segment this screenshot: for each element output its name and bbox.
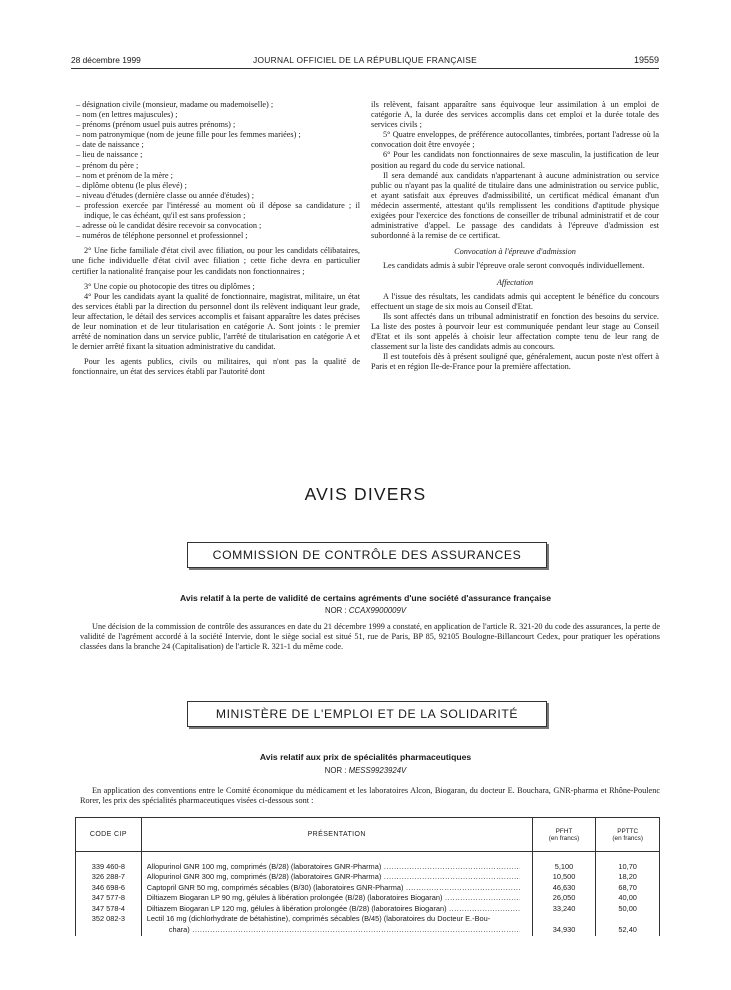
- header-presentation: PRÉSENTATION: [141, 818, 532, 852]
- list-item: – adresse où le candidat désire recevoir sa convocation ;: [76, 221, 262, 231]
- header-ppttc: [596, 818, 660, 852]
- cell-ppttc: 10,70: [596, 862, 660, 873]
- table-row: [76, 904, 660, 915]
- left-column: [72, 100, 360, 377]
- header-pfht-unit: (en francs): [548, 834, 580, 842]
- paragraph: Pour les agents publics, civils ou militaires, qui n'ont pas la qualité de fonctionnaire, un état des services établi par l'autorité dont: [72, 357, 360, 377]
- table-row: [76, 862, 660, 873]
- nor-code: MESS9923924V: [348, 766, 407, 775]
- paragraph: 6° Pour les candidats non fonctionnaires de sexe masculin, la justification de leur position au regard du code du service national.: [371, 150, 659, 170]
- cell-ppttc: 68,70: [596, 883, 660, 894]
- list-item: – nom et prénom de la mère ;: [76, 170, 173, 180]
- avis-divers-title: AVIS DIVERS: [304, 484, 427, 504]
- list-item: – diplôme obtenu (le plus élevé) ;: [76, 180, 187, 190]
- cell-pfht: 34,930: [532, 914, 596, 935]
- cell-ppttc: 18,20: [596, 872, 660, 883]
- cell-pfht: 10,500: [532, 872, 596, 883]
- nor-reference: [0, 766, 731, 775]
- cell-cip: 326 288-7: [76, 872, 142, 883]
- cell-presentation: Allopurinol GNR 100 mg, comprimés (B/28) (laboratoires GNR-Pharma) .....: [141, 862, 532, 873]
- cell-presentation: Lectil 16 mg (dichlorhydrate de bétahistine), comprimés sécables (B/45) (laboratoires du Docteur E.-Bou- chara) .....: [141, 914, 532, 935]
- list-item: – profession exercée par l'intéressé au moment où il dépose sa candidature ; il indique, le cas échéant, qu'il est sans profession ;: [76, 200, 360, 221]
- header-pfht-label: PFHT: [555, 827, 573, 835]
- list-item: – prénoms (prénom usuel puis autres prénoms) ;: [76, 120, 236, 130]
- nor-reference: [0, 606, 731, 615]
- cell-presentation: Allopurinol GNR 300 mg, comprimés (B/28) (laboratoires GNR-Pharma) .....: [141, 872, 532, 883]
- list-item: – nom (en lettres majuscules) ;: [76, 110, 178, 120]
- price-table: [75, 817, 660, 936]
- table-row: [76, 893, 660, 904]
- nor-label: NOR :: [324, 766, 347, 775]
- table-row: [76, 883, 660, 894]
- paragraph: 5° Quatre enveloppes, de préférence autocollantes, timbrées, portant l'adresse où la convocation doit être envoyée ;: [371, 130, 659, 150]
- notice-title: Avis relatif aux prix de spécialités pharmaceutiques: [259, 752, 472, 762]
- header-code-cip: CODE CIP: [76, 818, 142, 852]
- notice-body: Une décision de la commission de contrôle des assurances en date du 21 décembre 1999 a constaté, en application de l'article R. 321-20 du code des assurances, la perte de validité de l'agrément accordé à la société Intervie, dont le siège social est situé 51, rue de Paris, BP 85, 92105 Boulogne-Billancourt Cedex, pour pratiquer les opérations classées dans la branche 24 (Capitalisation) de l'article R. 321-1 du même code.: [80, 622, 660, 652]
- header-pfht: [532, 818, 596, 852]
- paragraph: Les candidats admis à subir l'épreuve orale seront convoqués individuellement.: [383, 261, 645, 271]
- cell-pfht: 33,240: [532, 904, 596, 915]
- paragraph: 4° Pour les candidats ayant la qualité de fonctionnaire, magistrat, militaire, un état des services établi par la direction du personnel dont ils relèvent indiquant leur grade, leur affectation, le détail des services accomplis et faisant apparaître les dates précises de leur nomination et de leur titularisation en catégorie A. Sont joints : le premier arrêté de nomination dans un service public, l'arrêté de titularisation en catégorie A et le dernier arrêté fixant la situation administrative du candidat.: [72, 291, 360, 352]
- list-item: – niveau d'études (dernière classe ou année d'études) ;: [76, 190, 254, 200]
- cell-presentation: Captopril GNR 50 mg, comprimés sécables (B/30) (laboratoires GNR-Pharma) .....: [141, 883, 532, 894]
- paragraph: Ils sont affectés dans un tribunal administratif en fonction des besoins du service. La liste des postes à pourvoir leur est communiquée pendant leur stage au Conseil d'Etat et ils sont appelés à choisir leur affectation compte tenu de leur rang de classement sur la liste des candidats admis au concours.: [371, 311, 659, 352]
- cell-ppttc: 50,00: [596, 904, 660, 915]
- cell-cip: 347 577-8: [76, 893, 142, 904]
- header-ppttc-label: PPTTC: [617, 827, 639, 835]
- subheading-convocation: Convocation à l'épreuve d'admission: [454, 247, 576, 257]
- right-column: [371, 100, 659, 372]
- paragraph: ils relèvent, faisant apparaître sans équivoque leur assimilation à un emploi de catégorie A, la durée des services accomplis dans cet emploi et la durée totale des services civils ;: [371, 100, 659, 130]
- cell-ppttc: 52,40: [596, 914, 660, 935]
- section-box-title: MINISTÈRE DE L'EMPLOI ET DE LA SOLIDARITÉ: [215, 707, 519, 721]
- header-date: 28 décembre 1999: [71, 55, 141, 65]
- list-item: – prénom du père ;: [76, 160, 139, 170]
- list-item: – numéros de téléphone personnel et professionnel ;: [76, 231, 248, 241]
- paragraph: Il sera demandé aux candidats n'appartenant à aucune administration ou service public ou n'ayant pas la qualité de titulaire dans une administration ou service public, et ayant satisfait aux épreuves d'admissibilité, un certificat médical émanant d'un médecin assermenté, attestant qu'ils remplissent les conditions d'aptitude physique exigées pour l'exercice des fonctions de conseiller de tribunal administratif et de cour administrative d'appel. Le passage des candidats à l'épreuve d'admission est subordonné à la remise de ce certificat.: [371, 170, 659, 241]
- header-rule: [71, 68, 659, 69]
- cell-cip: 347 578-4: [76, 904, 142, 915]
- table-row: [76, 914, 660, 935]
- candidate-info-list: [72, 100, 360, 241]
- header-ppttc-unit: (en francs): [612, 834, 643, 842]
- section-box-assurances: [187, 542, 547, 568]
- paragraph: A l'issue des résultats, les candidats admis qui acceptent le bénéfice du concours effectuent un stage de six mois au Conseil d'Etat.: [371, 291, 659, 311]
- paragraph: 3° Une copie ou photocopie des titres ou diplômes ;: [84, 281, 255, 291]
- section-box-ministere: [187, 701, 547, 727]
- cell-cip: 339 460-8: [76, 862, 142, 873]
- cell-cip: 346 698-6: [76, 883, 142, 894]
- list-item: – date de naissance ;: [76, 140, 144, 150]
- list-item: – désignation civile (monsieur, madame ou mademoiselle) ;: [76, 100, 274, 109]
- notice-body: En application des conventions entre le Comité économique du médicament et les laboratoires Alcon, Biogaran, du docteur E. Bouchara, GNR-pharma et Rhône-Poulenc Rorer, les prix des spécialités pharmaceutiques visées ci-dessous sont :: [80, 786, 660, 806]
- paragraph: 2° Une fiche familiale d'état civil avec filiation, ou pour les candidats célibataires, une fiche individuelle d'état civil avec filiation ; cette fiche devra en particulier certifier la nationalité française pour les candidats non fonctionnaires ;: [72, 246, 360, 276]
- cell-presentation: Diltiazem Biogaran LP 90 mg, gélules à libération prolongée (B/28) (laboratoires Biogaran) .....: [141, 893, 532, 904]
- list-item: – lieu de naissance ;: [76, 150, 143, 160]
- paragraph: Il est toutefois dès à présent souligné que, généralement, aucun poste n'est offert à Paris et en région Ile-de-France pour la première affectation.: [371, 352, 659, 372]
- header-journal-title: JOURNAL OFFICIEL DE LA RÉPUBLIQUE FRANÇAISE: [252, 55, 478, 65]
- subheading-affectation: Affectation: [496, 277, 534, 287]
- cell-pfht: 46,630: [532, 883, 596, 894]
- nor-code: CCAX9900009V: [348, 606, 407, 615]
- header-page-number: 19559: [633, 55, 659, 65]
- notice-title: Avis relatif à la perte de validité de certains agréments d'une société d'assurance française: [179, 593, 552, 603]
- list-item: – nom patronymique (nom de jeune fille pour les femmes mariées) ;: [76, 130, 301, 140]
- cell-cip: 352 082-3: [76, 914, 142, 935]
- table-row: [76, 872, 660, 883]
- table-header-row: [76, 818, 660, 852]
- cell-pfht: 5,100: [532, 862, 596, 873]
- cell-presentation: Diltiazem Biogaran LP 120 mg, gélules à libération prolongée (B/28) (laboratoires Biogaran) .....: [141, 904, 532, 915]
- cell-pfht: 26,050: [532, 893, 596, 904]
- section-box-title: COMMISSION DE CONTRÔLE DES ASSURANCES: [212, 548, 522, 562]
- cell-ppttc: 40,00: [596, 893, 660, 904]
- nor-label: NOR :: [324, 606, 347, 615]
